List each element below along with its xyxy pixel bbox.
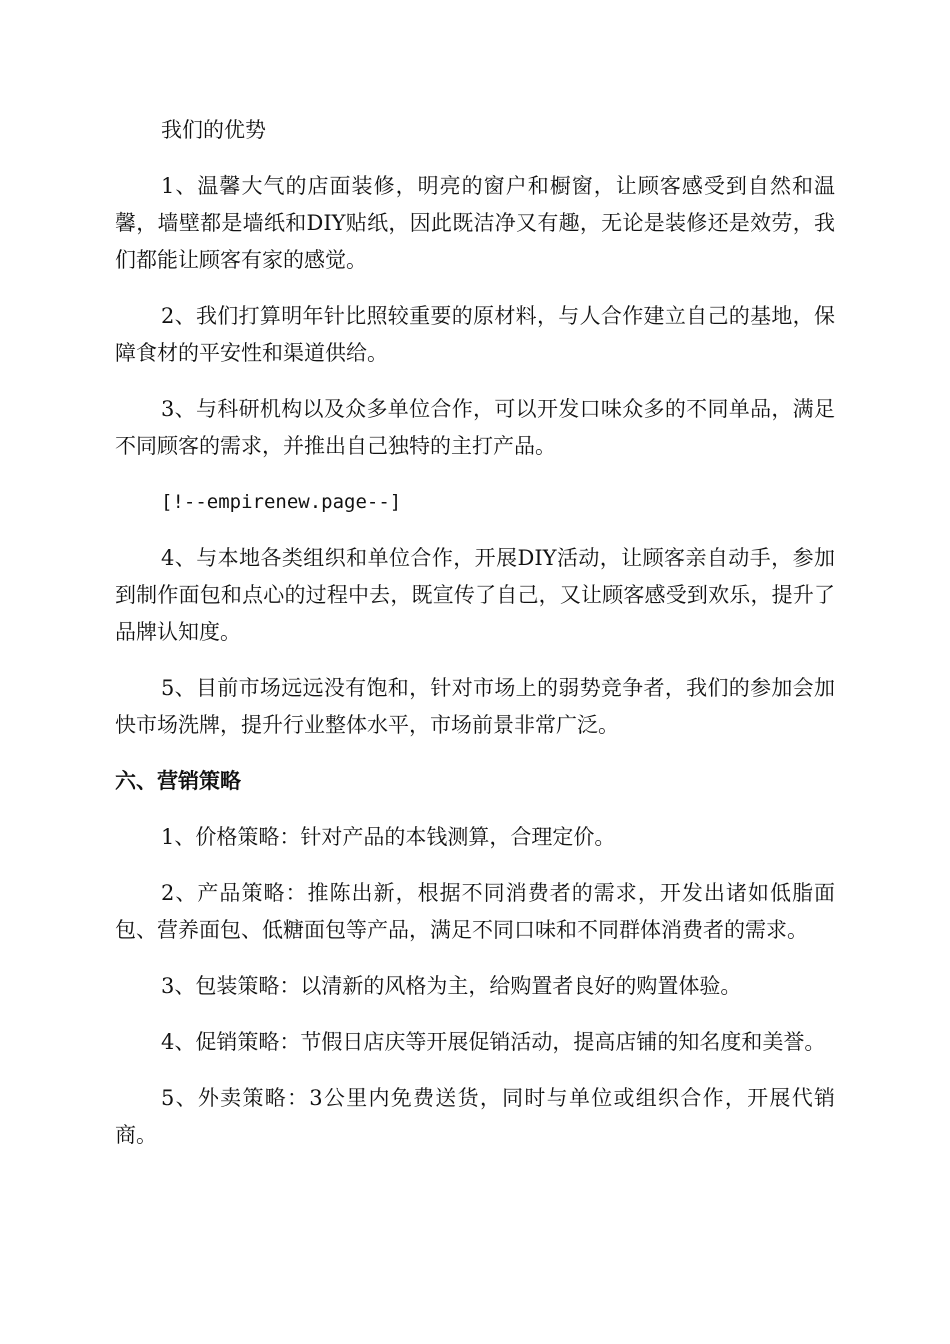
advantage-item-2: 2、我们打算明年针比照较重要的原材料，与人合作建立自己的基地，保障食材的平安性和渠道供给。 <box>115 304 835 365</box>
advantage-item-1: 1、温馨大气的店面装修，明亮的窗户和橱窗，让顾客感受到自然和温馨，墙壁都是墙纸和DIY贴纸，因此既洁净又有趣，无论是装修还是效劳，我们都能让顾客有家的感觉。 <box>115 174 835 272</box>
marketing-item-3: 3、包装策略：以清新的风格为主，给购置者良好的购置体验。 <box>161 974 742 998</box>
marketing-item-2: 2、产品策略：推陈出新，根据不同消费者的需求，开发出诸如低脂面包、营养面包、低糖面包等产品，满足不同口味和不同群体消费者的需求。 <box>115 881 835 942</box>
marketing-item-5: 5、外卖策略：3公里内免费送货，同时与单位或组织合作，开展代销商。 <box>115 1086 835 1147</box>
marketing-item-4: 4、促销策略：节假日店庆等开展促销活动，提高店铺的知名度和美誉。 <box>161 1030 826 1054</box>
marketing-item-1: 1、价格策略：针对产品的本钱测算，合理定价。 <box>161 825 616 849</box>
advantage-item-5: 5、目前市场远远没有饱和，针对市场上的弱势竞争者，我们的参加会加快市场洗牌，提升行业整体水平，市场前景非常广泛。 <box>115 676 835 737</box>
advantages-title: 我们的优势 <box>161 118 266 142</box>
marketing-heading: 六、营销策略 <box>115 769 241 793</box>
page-break-marker: [!--empirenew.page--] <box>161 491 402 513</box>
advantage-item-4: 4、与本地各类组织和单位合作，开展DIY活动，让顾客亲自动手，参加到制作面包和点心的过程中去，既宣传了自己，又让顾客感受到欢乐，提升了品牌认知度。 <box>115 546 835 644</box>
advantage-item-3: 3、与科研机构以及众多单位合作，可以开发口味众多的不同单品，满足不同顾客的需求，并推出自己独特的主打产品。 <box>115 397 835 458</box>
document-page <box>115 112 835 1173</box>
